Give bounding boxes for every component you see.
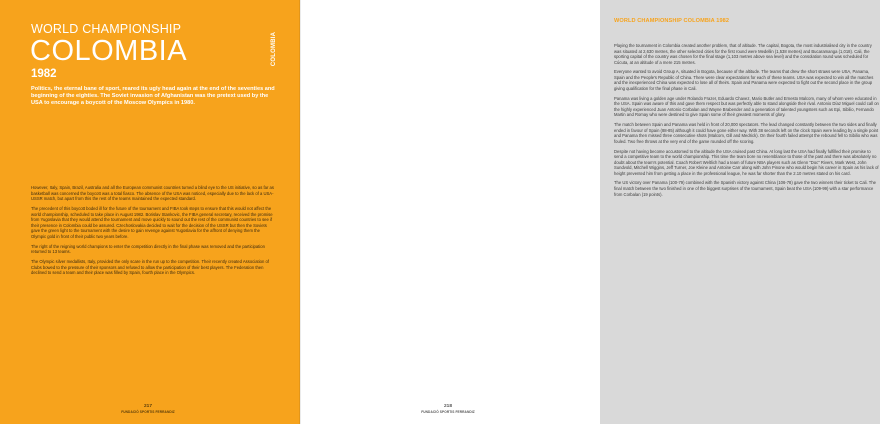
right-page: [300, 0, 879, 424]
publisher-line: FUNDACIÓ SPORTIS FERRANDIZ: [421, 410, 475, 414]
paragraph: The precedent of this boycott boded ill for the future of the tournament and FIBA took steps to ensure that this would not affect the world championship, scheduled to take place in August 1982. Borislav Stankovic, the FIBA general secretary, received the promise from Yugoslavia that they would attend the tournament and move quickly to sound out the rest of the communist countries to see if their presence in Colombia could be assured. Czechoslovakia decided to wait for the decision of the USSR but then the Soviets gave the green light to the tournament with the desire to gain revenge against Yugoslavia for the affront of denying them the Olympic gold in front of their public two years before.: [31, 205, 273, 239]
publisher-line: FUNDACIÓ SPORTIS FERRANDIZ: [121, 410, 175, 414]
page-gutter: [299, 0, 301, 424]
paragraph: However, Italy, Spain, Brazil, Australia and all the European communist countries turned a blind eye to the US initiative, so as far as basketball was concerned the boycott was a total fiasco. The absence of the USA was noticed, especially due to the lack of a USA-USSR match, but apart from this the rest of the teams maintained the expected standard.: [31, 185, 274, 202]
left-body-text: [31, 185, 276, 280]
paragraph: Panama was living a golden age under Rolando Frazer, Eduardo Chavez, Mario Butler and Ernesto Malcom, many of whom were educated in the USA. Spain was aware of this and gave them respect but was perfectly able to stand alongside their rival. Antonio Díaz Miguel could call on the highly experienced Juan Antonio Corbalan and Wayne Brabender and a generation of talented youngsters such as Epi, Sibilio, Fernando Martin and Romay who were destined to give Spain some of their greatest moments of glory.: [614, 95, 879, 118]
left-page: [0, 0, 300, 424]
chapter-title-country: COLOMBIA: [30, 35, 188, 67]
right-body-text: [614, 43, 880, 201]
chapter-title-line: WORLD CHAMPIONSHIP: [31, 22, 182, 36]
page-number: 218: [443, 404, 452, 409]
paragraph: Playing the tournament in Colombia created another problem, that of altitude. The capital, Bogota, the most industrialised city in the country was situated at 2,630 metres, the other selected cities for the first round were Medellin (1,538 metres) and Bucaramanga (1,018). Cali, the sporting capital of the country was chosen for the final stage (1,103 metres above sea level) and the consolation round was scheduled for Cúcuta, at an altitude of a mere 215 metres.: [614, 43, 872, 65]
paragraph: The Olympic silver medallists, Italy, provided the only scare in the run up to the competition. Their recently created Association of Clubs bowed to the pressure of their sponsors and refused to allow the participation of their best players. The Federation then declined to send a team and their place was filled by Spain, fourth place in the Olympics.: [31, 259, 269, 276]
right-page-footer: [408, 404, 488, 414]
paragraph: The right of the reigning world champions to enter the competition directly in the final phase was removed and the participation returned to 13 teams.: [31, 243, 265, 255]
paragraph: The match between Spain and Panama was held in front of 20,000 spectators. The lead changed constantly between the two sides and finally ended in favour of Spain (88-85) although it could have gone either way. With 38 seconds left on the clock Spain were leading by a single point and Panama then missed three consecutive shots (Malcom, Gill and Medrick). On their fourth failed attempt the rebound fell to Sibilio who was fouled. Two free throws at the very end of the game rounded off the scoring.: [614, 122, 879, 144]
chapter-title-year: 1982: [31, 68, 57, 80]
side-tab-label: COLOMBIA: [271, 31, 277, 67]
running-head: WORLD CHAMPIONSHIP COLOMBIA 1982: [614, 18, 730, 24]
left-page-footer: [108, 404, 188, 414]
paragraph: Everyone wanted to avoid Group A, situated in Bogota, because of the altitude. The teams that drew the short straws were USA, Panama, Spain and the People's Republic of China. There were clear expectations for each of these teams. USA was expected to win all the matches and the inexperienced China was expected to lose all of theirs. Spain and Panama were expected to fight out the second place in the group giving qualification for the final phase in Cali.: [614, 69, 874, 92]
paragraph: Despite not having become accustomed to the altitude the USA cruised past China. At long last the USA had finally fulfilled their promise to send a competitive team to the world championship. This time the team bore no resemblance to those of the past and there was absolutely no doubt about the team's potential. Coach Robert Weltlich had a team of future NBA players such as Glenn "Doc" Rivers, Mark West, John Sundvold, Mitchell Wiggins, Jeff Turner, Joe Kleine and Antoine Carr along with John Pinone who would begin his career in Spain as his lack of height prevented him from getting a place in the professional league, he was far shorter than the 2.10 metres stated on his card.: [614, 148, 879, 176]
page-number: 217: [143, 404, 152, 409]
intro-paragraph: Politics, the eternal bane of sport, reared its ugly head again at the end of the seventies and beginning of the eighties. The Soviet invasion of Afghanistan was the pretext used by the USA to encourage a boycott of the Moscow Olympics in 1980.: [31, 86, 275, 107]
paragraph: The US victory over Panama (100-79) combined with the Spanish victory against China (106-78) gave the two winners their ticket to Cali. The final match between the two finished in one of the biggest surprises of the tournament, Spain beat the USA (109-99) with a star performance from Corbalan (19 points).: [614, 180, 877, 197]
side-tab: [268, 26, 280, 72]
